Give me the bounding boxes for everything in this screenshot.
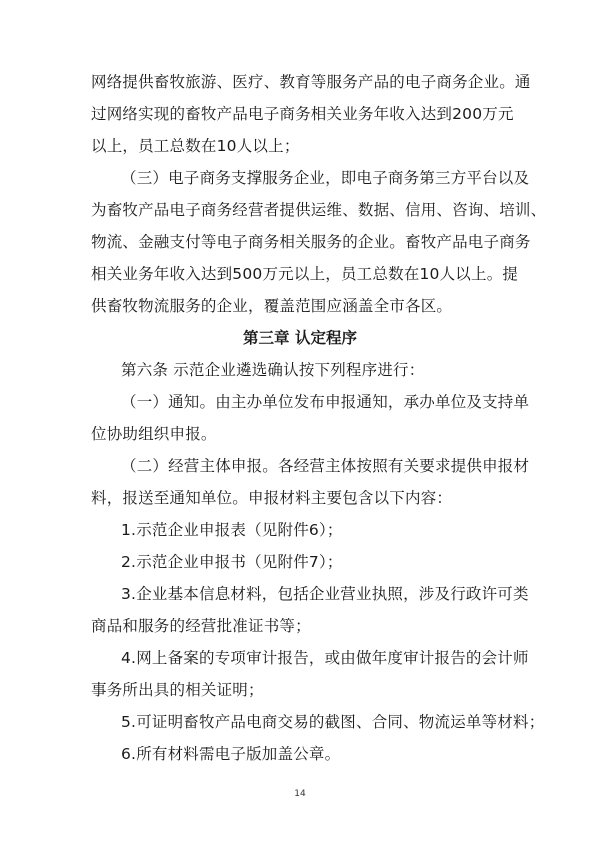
paragraph-line: 相关业务年收入达到500万元以上，员工总数在10人以上。提 (91, 265, 519, 283)
paragraph-line: 料，报送至通知单位。申报材料主要包含以下内容： (91, 489, 453, 507)
list-item-continuation: 商品和服务的经营批准证书等； (91, 617, 311, 635)
paragraph-line: 物流、金融支付等电子商务相关服务的企业。畜牧产品电子商务 (91, 233, 531, 251)
paragraph-line: 供畜牧物流服务的企业，覆盖范围应涵盖全市各区。 (91, 297, 453, 315)
list-item: 3.企业基本信息材料，包括企业营业执照，涉及行政许可类 (121, 585, 529, 603)
list-item: 2.示范企业申报书（见附件7）； (121, 553, 343, 571)
list-item: 4.网上备案的专项审计报告，或由做年度审计报告的会计师 (121, 649, 529, 667)
page-number: 14 (294, 789, 306, 799)
paragraph-line: 过网络实现的畜牧产品电子商务相关业务年收入达到200万元 (91, 105, 514, 123)
paragraph-line: 位协助组织申报。 (91, 425, 217, 443)
paragraph-line: 网络提供畜牧旅游、医疗、教育等服务产品的电子商务企业。通 (91, 73, 531, 91)
paragraph-line: （三）电子商务支撑服务企业，即电子商务第三方平台以及 (121, 169, 530, 187)
list-item: 6.所有材料需电子版加盖公章。 (121, 745, 341, 763)
list-item: 5.可证明畜牧产品电商交易的截图、合同、物流运单等材料； (121, 713, 545, 731)
paragraph-line: 以上，员工总数在10人以上； (91, 137, 300, 155)
paragraph-line: 为畜牧产品电子商务经营者提供运维、数据、信用、咨询、培训、 (91, 201, 547, 219)
paragraph-line: （二）经营主体申报。各经营主体按照有关要求提供申报材 (121, 457, 530, 475)
list-item-continuation: 事务所出具的相关证明； (91, 681, 264, 699)
list-item: 1.示范企业申报表（见附件6）； (121, 521, 343, 539)
chapter-heading: 第三章 认定程序 (243, 329, 357, 347)
article-line: 第六条 示范企业遴选确认按下列程序进行： (121, 361, 425, 379)
paragraph-line: （一）通知。由主办单位发布申报通知，承办单位及支持单 (121, 393, 530, 411)
